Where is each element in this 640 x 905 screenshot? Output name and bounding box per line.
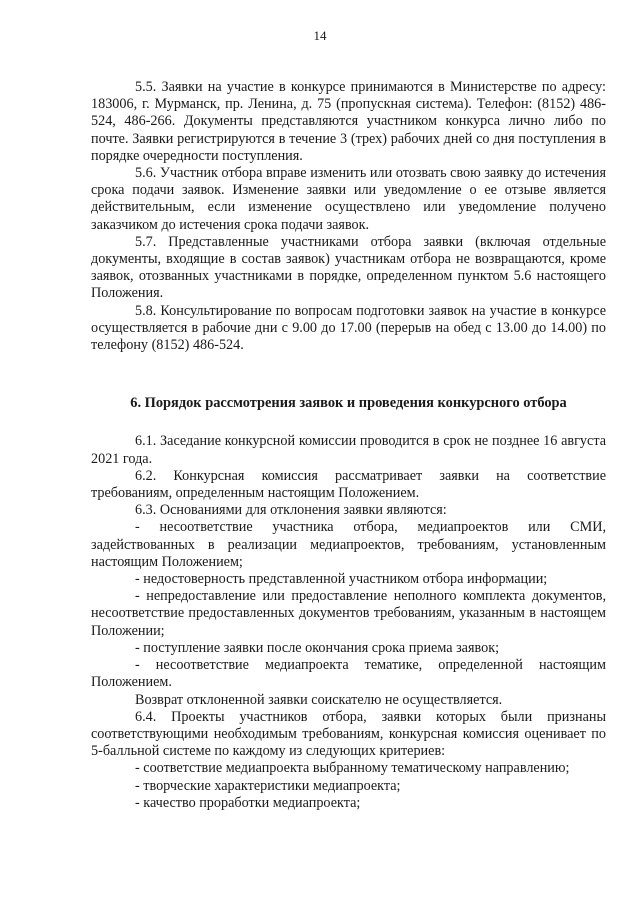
list-item: - поступление заявки после окончания срока приема заявок; xyxy=(135,639,500,656)
section-6-heading: 6. Порядок рассмотрения заявок и проведения конкурсного отбора xyxy=(130,395,567,412)
paragraph-5-8: 5.8. Консультирование по вопросам подготовки заявок на участие в конкурсе осуществляется в рабочие дни с 9.00 до 17.00 (перерыв на обед с 13.00 до 14.00) по телефону (8152) 486-524. xyxy=(91,302,606,354)
paragraph-6-2: 6.2. Конкурсная комиссия рассматривает заявки на соответствие требованиям, определенным настоящим Положением. xyxy=(91,467,606,502)
list-item: - несоответствие медиапроекта тематике, определенной настоящим Положением. xyxy=(91,657,606,691)
paragraph-6-3: 6.3. Основаниями для отклонения заявки являются: xyxy=(135,502,447,519)
criteria-list xyxy=(91,760,606,812)
paragraph-6-4: 6.4. Проекты участников отбора, заявки которых были признаны соответствующими необходимым требованиям, конкурсная комиссия оценивает по 5-балльной системе по каждому из следующих критериев: xyxy=(91,708,606,760)
list-item: - непредоставление или предоставление неполного комплекта документов, несоответствие предоставленных документов требованиям, указанным в настоящем Положении; xyxy=(91,588,606,639)
list-item: - соответствие медиапроекта выбранному тематическому направлению; xyxy=(135,760,570,777)
list-item: - недостоверность представленной участником отбора информации; xyxy=(135,571,548,588)
list-item: - несоответствие участника отбора, медиапроектов или СМИ, задействованных в реализации медиапроектов, требованиям, установленным настоящим Положением; xyxy=(91,519,606,570)
document-body xyxy=(91,79,606,812)
list-item: - качество проработки медиапроекта; xyxy=(135,794,361,811)
return-note: Возврат отклоненной заявки соискателю не осуществляется. xyxy=(135,691,503,708)
rejection-reasons-list xyxy=(91,519,606,691)
paragraph-5-7: 5.7. Представленные участниками отбора заявки (включая отдельные документы, входящие в состав заявок) участникам отбора не возвращаются, кроме заявок, отозванных участниками в порядке, определенном пунктом 5.6 настоящего Положения. xyxy=(91,233,606,302)
paragraph-5-5: 5.5. Заявки на участие в конкурсе принимаются в Министерстве по адресу: 183006, г. Мурманск, пр. Ленина, д. 75 (пропускная система). Телефон: (8152) 486-524, 486-266. Документы представляются участником конкурса лично либо по почте. Заявки регистрируются в течение 3 (трех) рабочих дней со дня поступления в порядке очередности поступления. xyxy=(91,79,606,164)
paragraph-6-1: 6.1. Заседание конкурсной комиссии проводится в срок не позднее 16 августа 2021 года. xyxy=(91,433,606,467)
page-number: 14 xyxy=(313,28,327,43)
paragraph-5-6: 5.6. Участник отбора вправе изменить или отозвать свою заявку до истечения срока подачи заявок. Изменение заявки или уведомление о ее отзыве является действительным, если изменение осуществлено или уведомление получено заказчиком до истечения срока подачи заявок. xyxy=(91,165,606,233)
list-item: - творческие характеристики медиапроекта; xyxy=(135,777,401,794)
